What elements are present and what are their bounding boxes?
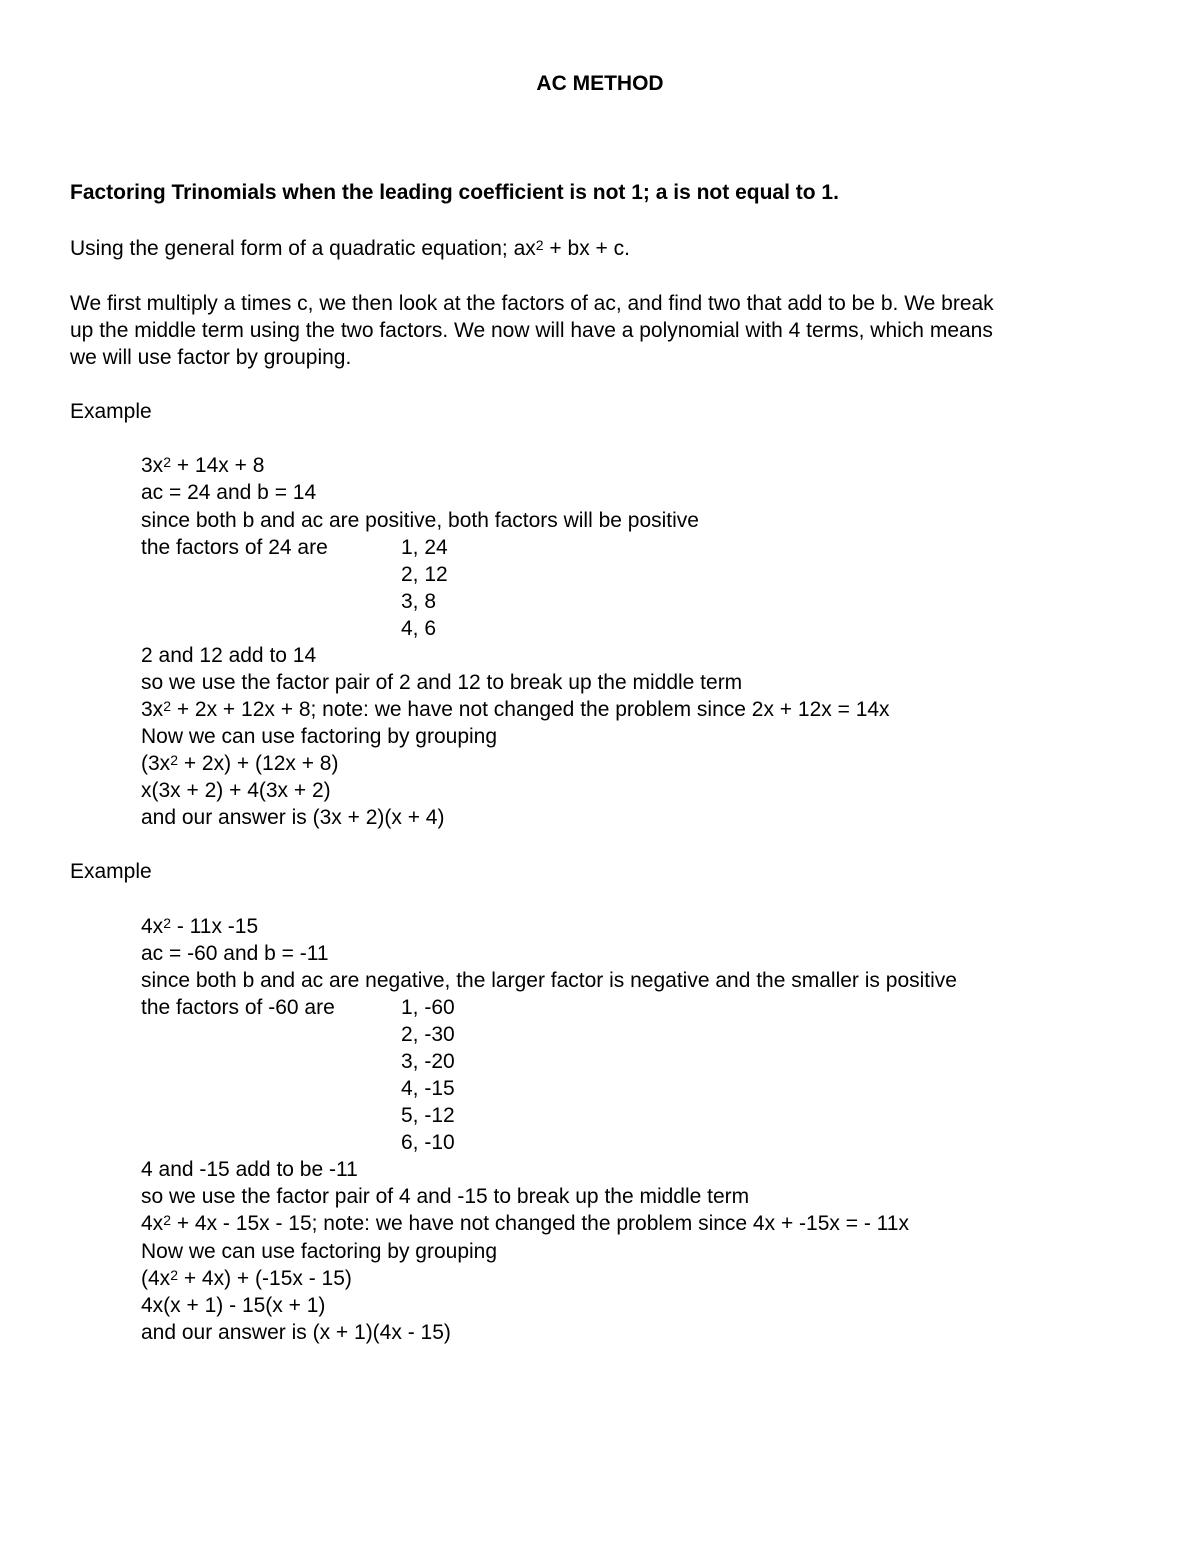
example-2-factors-label: the factors of -60 are — [141, 996, 335, 1019]
example-1-sum-note: 2 and 12 add to 14 — [141, 644, 317, 667]
example-2-label: Example — [70, 860, 152, 883]
page-title: AC METHOD — [536, 72, 664, 95]
example-1-label: Example — [70, 400, 152, 423]
example-1-answer: and our answer is (3x + 2)(x + 4) — [141, 806, 445, 829]
example-2-ac-b: ac = -60 and b = -11 — [141, 942, 329, 965]
example-2-sum-note: 4 and -15 add to be -11 — [141, 1158, 358, 1181]
example-2-factor-pair: 2, -30 — [401, 1023, 455, 1046]
example-1-factors-label: the factors of 24 are — [141, 536, 328, 559]
example-1-grouped: $(3x^2 + 2x) + (12x + 8)$ — [141, 752, 339, 775]
example-1-factored-step: x(3x + 2) + 4(3x + 2) — [141, 779, 331, 802]
example-1-ac-b: ac = 24 and b = 14 — [141, 481, 317, 504]
example-2-factor-pair: 3, -20 — [401, 1050, 455, 1073]
example-2-problem: $4x^2 - 11x$ -15 — [141, 915, 259, 938]
example-2-factor-pair: 1, -60 — [401, 996, 455, 1019]
example-2-factored-step: 4x(x + 1) - 15(x + 1) — [141, 1294, 326, 1317]
example-2-grouping-note: Now we can use factoring by grouping — [141, 1240, 498, 1263]
example-1-use-note: so we use the factor pair of 2 and 12 to break up the middle term — [141, 671, 743, 694]
example-1-factor-pair: 3, 8 — [401, 590, 437, 613]
example-2-factor-pair: 5, -12 — [401, 1104, 455, 1127]
example-1-problem: $3x^2 + 14x + 8$ — [141, 454, 265, 477]
example-1-factor-pair: 4, 6 — [401, 617, 437, 640]
example-1-grouping-note: Now we can use factoring by grouping — [141, 725, 498, 748]
example-2-expanded: $4x^2 + 4x - 15x - 15$; note: we have not changed the problem since 4x + -15x = - 11x — [141, 1212, 909, 1235]
intro-line-1: We first multiply a times c, we then look at the factors of ac, and find two that add to be b. We break — [70, 292, 994, 315]
example-2-use-note: so we use the factor pair of 4 and -15 to break up the middle term — [141, 1185, 750, 1208]
general-form-text: Using the general form of a quadratic equation; $ax^2$ + bx + c. — [70, 237, 630, 260]
section-heading: Factoring Trinomials when the leading coefficient is not 1; a is not equal to 1. — [70, 181, 839, 204]
example-2-answer: and our answer is (x + 1)(4x - 15) — [141, 1321, 451, 1344]
intro-line-3: we will use factor by grouping. — [70, 346, 352, 369]
example-2-sign-note: since both b and ac are negative, the larger factor is negative and the smaller is positive — [141, 969, 957, 992]
example-2-factor-pair: 6, -10 — [401, 1131, 455, 1154]
intro-line-2: up the middle term using the two factors. We now will have a polynomial with 4 terms, which means — [70, 319, 993, 342]
example-1-factor-pair: 1, 24 — [401, 536, 448, 559]
example-1-sign-note: since both b and ac are positive, both factors will be positive — [141, 509, 699, 532]
example-1-factor-pair: 2, 12 — [401, 563, 448, 586]
example-2-grouped: $(4x^2 + 4x) + (-15x - 15)$ — [141, 1267, 352, 1290]
example-1-expanded: $3x^2 + 2x + 12x + 8$; note: we have not changed the problem since 2x + 12x = 14x — [141, 698, 890, 721]
example-2-factor-pair: 4, -15 — [401, 1077, 455, 1100]
